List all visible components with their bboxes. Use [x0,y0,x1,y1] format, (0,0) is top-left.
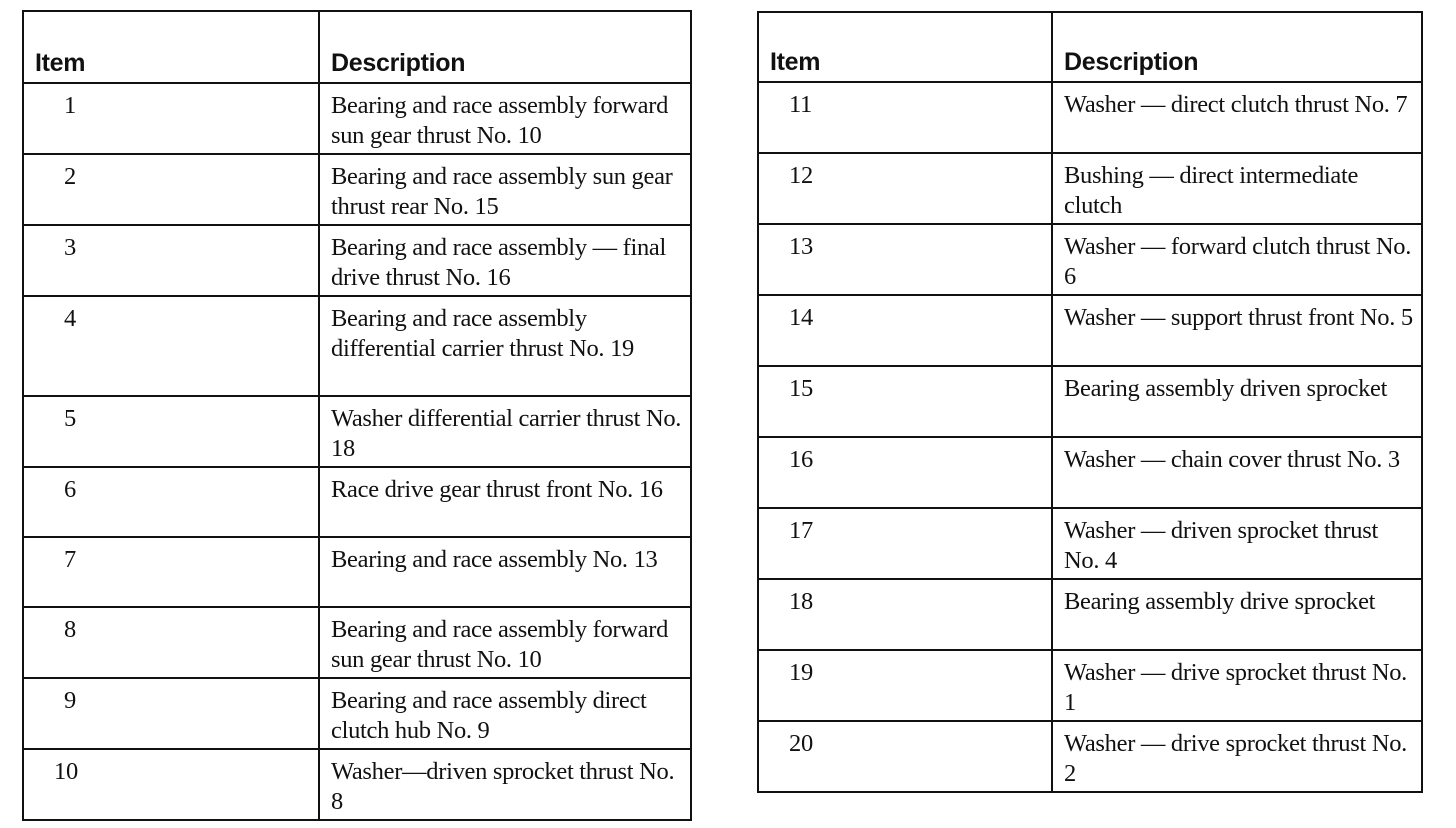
item-column-header: Item [758,12,1052,82]
item-number: 11 [758,82,1052,153]
item-number: 18 [758,579,1052,650]
table-row [23,225,691,296]
item-description: Bearing assembly drive sprocket [1052,579,1422,650]
table-row [758,295,1422,366]
item-description: Washer — direct clutch thrust No. 7 [1052,82,1422,153]
table-row [23,296,691,396]
item-number: 8 [23,607,319,678]
item-description: Washer — driven sprocket thrust No. 4 [1052,508,1422,579]
parts-table-right [757,11,1423,793]
table-row [758,366,1422,437]
item-column-header: Item [23,11,319,83]
table-row [23,154,691,225]
item-description: Bearing assembly driven sprocket [1052,366,1422,437]
item-number: 5 [23,396,319,467]
table-row [23,467,691,537]
table-row [23,83,691,154]
item-number: 13 [758,224,1052,295]
header-row [23,11,691,83]
item-description: Washer differential carrier thrust No. 18 [319,396,691,467]
parts-table-left [22,10,692,821]
table-row [23,396,691,467]
item-number: 4 [23,296,319,396]
table-row [758,579,1422,650]
item-number: 20 [758,721,1052,792]
table-row [758,721,1422,792]
item-description: Washer — support thrust front No. 5 [1052,295,1422,366]
table-row [758,437,1422,508]
item-description: Bearing and race assembly differential carrier thrust No. 19 [319,296,691,396]
table-row [758,153,1422,224]
item-number: 19 [758,650,1052,721]
table-row [23,749,691,820]
item-description: Race drive gear thrust front No. 16 [319,467,691,537]
item-number: 3 [23,225,319,296]
item-description: Washer—driven sprocket thrust No. 8 [319,749,691,820]
table-row [758,508,1422,579]
item-description: Washer — drive sprocket thrust No. 2 [1052,721,1422,792]
item-description: Bearing and race assembly sun gear thrust rear No. 15 [319,154,691,225]
item-number: 1 [23,83,319,154]
item-number: 7 [23,537,319,607]
header-row [758,12,1422,82]
item-number: 6 [23,467,319,537]
item-description: Bearing and race assembly — final drive thrust No. 16 [319,225,691,296]
item-number: 14 [758,295,1052,366]
table-row [23,678,691,749]
item-number: 9 [23,678,319,749]
item-description: Washer — forward clutch thrust No. 6 [1052,224,1422,295]
table-row [758,650,1422,721]
item-description: Bearing and race assembly forward sun gear thrust No. 10 [319,607,691,678]
table-row [23,607,691,678]
item-description: Bearing and race assembly No. 13 [319,537,691,607]
item-number: 2 [23,154,319,225]
item-description: Bearing and race assembly forward sun gear thrust No. 10 [319,83,691,154]
item-description: Bearing and race assembly direct clutch hub No. 9 [319,678,691,749]
table-row [23,537,691,607]
description-column-header: Description [1052,12,1422,82]
description-column-header: Description [319,11,691,83]
item-description: Washer — drive sprocket thrust No. 1 [1052,650,1422,721]
item-number: 10 [23,749,319,820]
table-row [758,224,1422,295]
item-number: 12 [758,153,1052,224]
item-number: 15 [758,366,1052,437]
item-number: 17 [758,508,1052,579]
item-number: 16 [758,437,1052,508]
table-row [758,82,1422,153]
item-description: Washer — chain cover thrust No. 3 [1052,437,1422,508]
item-description: Bushing — direct intermediate clutch [1052,153,1422,224]
